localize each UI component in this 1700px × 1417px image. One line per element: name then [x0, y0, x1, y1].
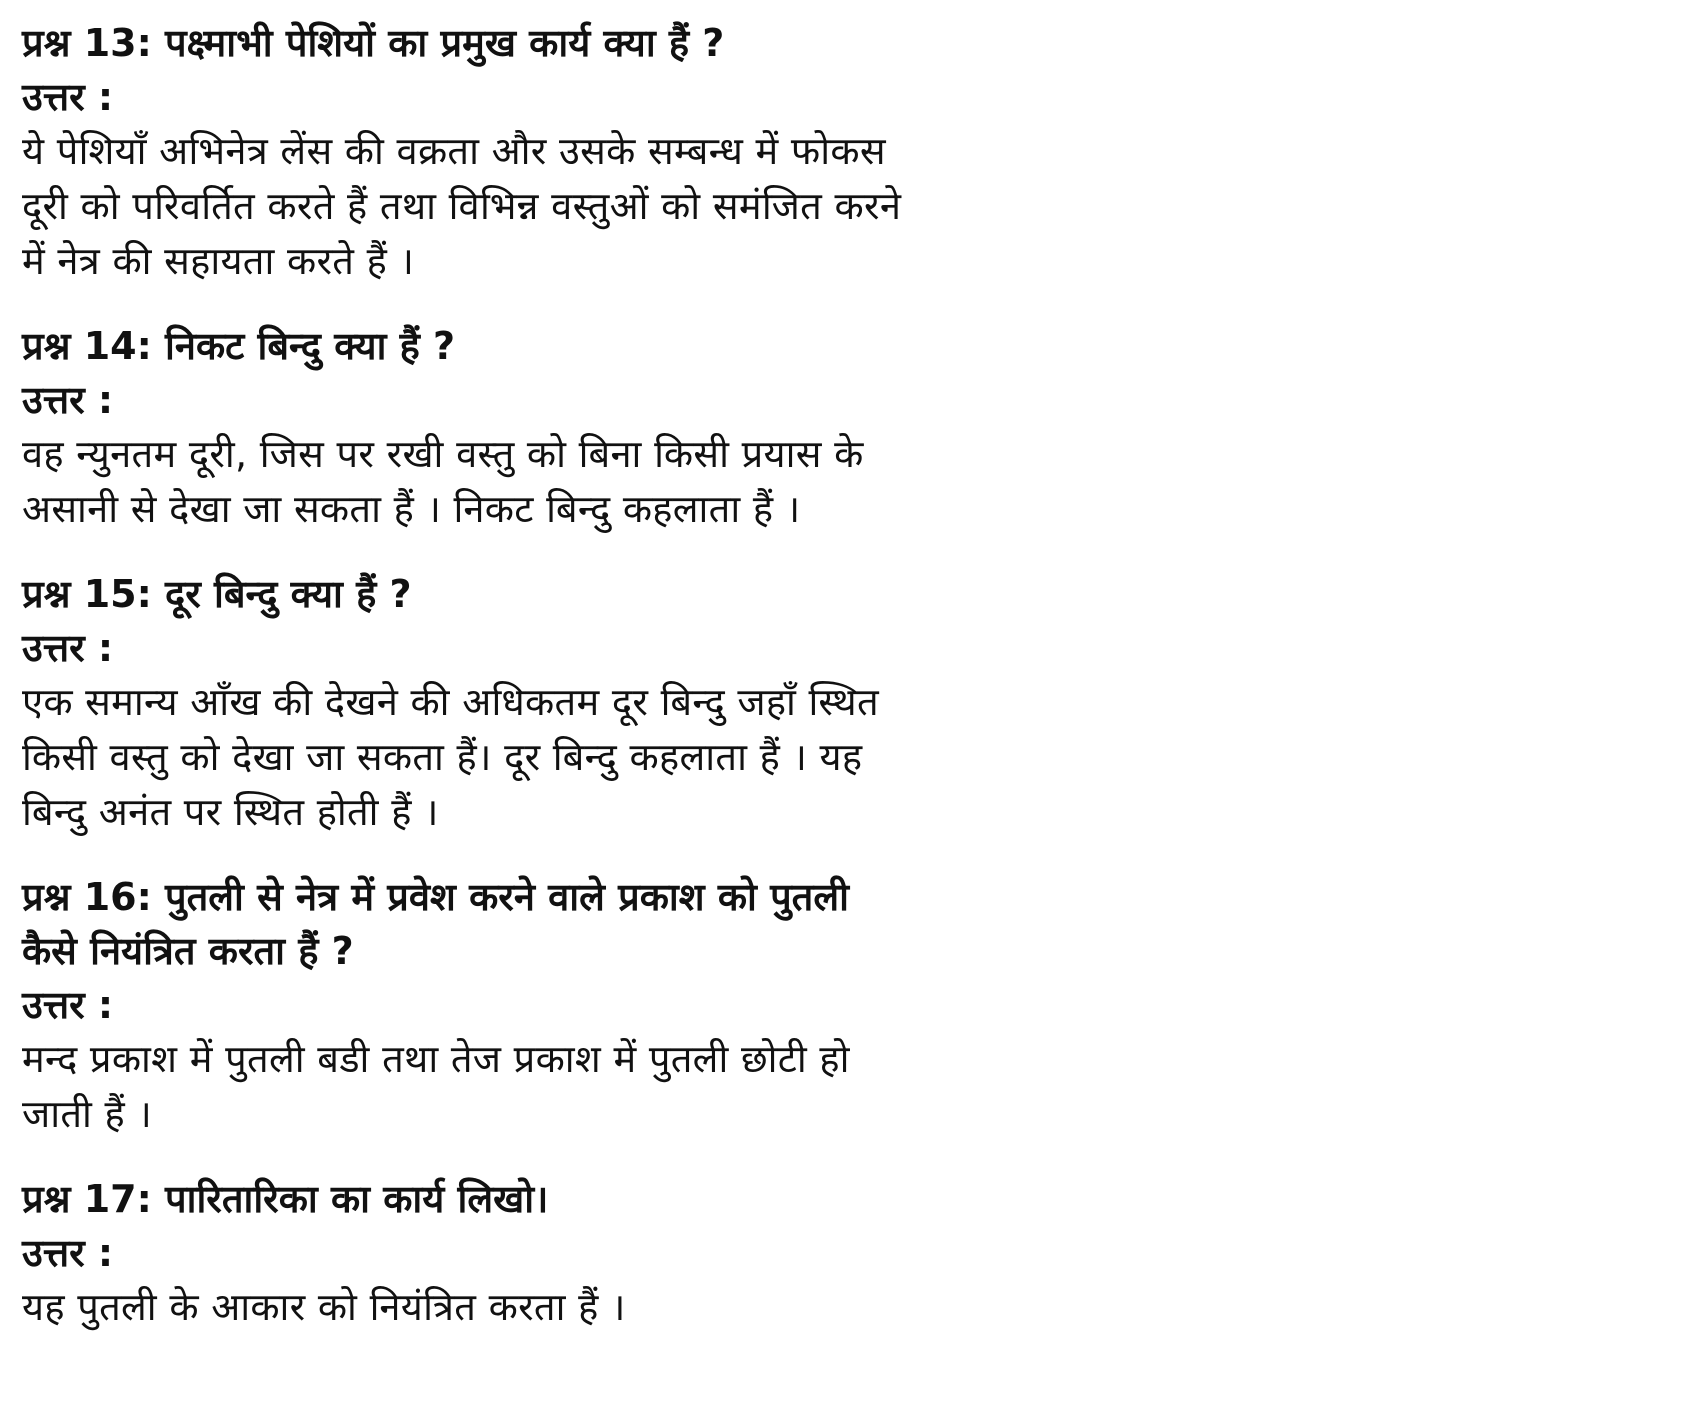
qa-block-14 [22, 319, 1122, 537]
answer-label-17: उत्तर : [22, 1231, 114, 1275]
answer-16-line-2: जाती हैं । [22, 1092, 153, 1136]
answer-17-line-1: यह पुतली के आकार को नियंत्रित करता हैं । [22, 1285, 626, 1329]
question-16-line-1: प्रश्न 16: पुतली से नेत्र में प्रवेश करने वाले प्रकाश को पुतली [22, 875, 849, 919]
answer-14-line-2: असानी से देखा जा सकता हैं । निकट बिन्दु कहलाता हैं । [22, 487, 801, 531]
question-14: प्रश्न 14: निकट बिन्दु क्या हैं ? [22, 324, 456, 368]
answer-13-line-3: में नेत्र की सहायता करते हैं । [22, 239, 415, 283]
answer-15-line-2: किसी वस्तु को देखा जा सकता हैं। दूर बिन्दु कहलाता हैं । यह [22, 735, 863, 779]
qa-block-17 [22, 1172, 1122, 1335]
answer-label-16: उत्तर : [22, 983, 114, 1027]
qa-block-15 [22, 567, 1122, 840]
answer-label-14: उत्तर : [22, 378, 114, 422]
qa-block-13 [22, 16, 1122, 289]
answer-15-line-3: बिन्दु अनंत पर स्थित होती हैं । [22, 790, 439, 834]
question-15: प्रश्न 15: दूर बिन्दु क्या हैं ? [22, 572, 412, 616]
answer-14-line-1: वह न्युनतम दूरी, जिस पर रखी वस्तु को बिना किसी प्रयास के [22, 432, 864, 476]
answer-15-line-1: एक समान्य आँख की देखने की अधिकतम दूर बिन्दु जहाँ स्थित [22, 680, 879, 724]
answer-label-13: उत्तर : [22, 75, 114, 119]
answer-16-line-1: मन्द प्रकाश में पुतली बडी तथा तेज प्रकाश में पुतली छोटी हो [22, 1037, 850, 1081]
document-page [22, 16, 1122, 1365]
question-13: प्रश्न 13: पक्ष्माभी पेशियों का प्रमुख कार्य क्या हैं ? [22, 21, 725, 65]
answer-13-line-1: ये पेशियाँ अभिनेत्र लेंस की वक्रता और उसके सम्बन्ध में फोकस [22, 129, 886, 173]
question-16-line-2: कैसे नियंत्रित करता हैं ? [22, 929, 354, 973]
answer-label-15: उत्तर : [22, 626, 114, 670]
qa-block-16 [22, 870, 1122, 1142]
answer-13-line-2: दूरी को परिवर्तित करते हैं तथा विभिन्न वस्तुओं को समंजित करने [22, 184, 902, 228]
question-17: प्रश्न 17: पारितारिका का कार्य लिखो। [22, 1177, 549, 1221]
